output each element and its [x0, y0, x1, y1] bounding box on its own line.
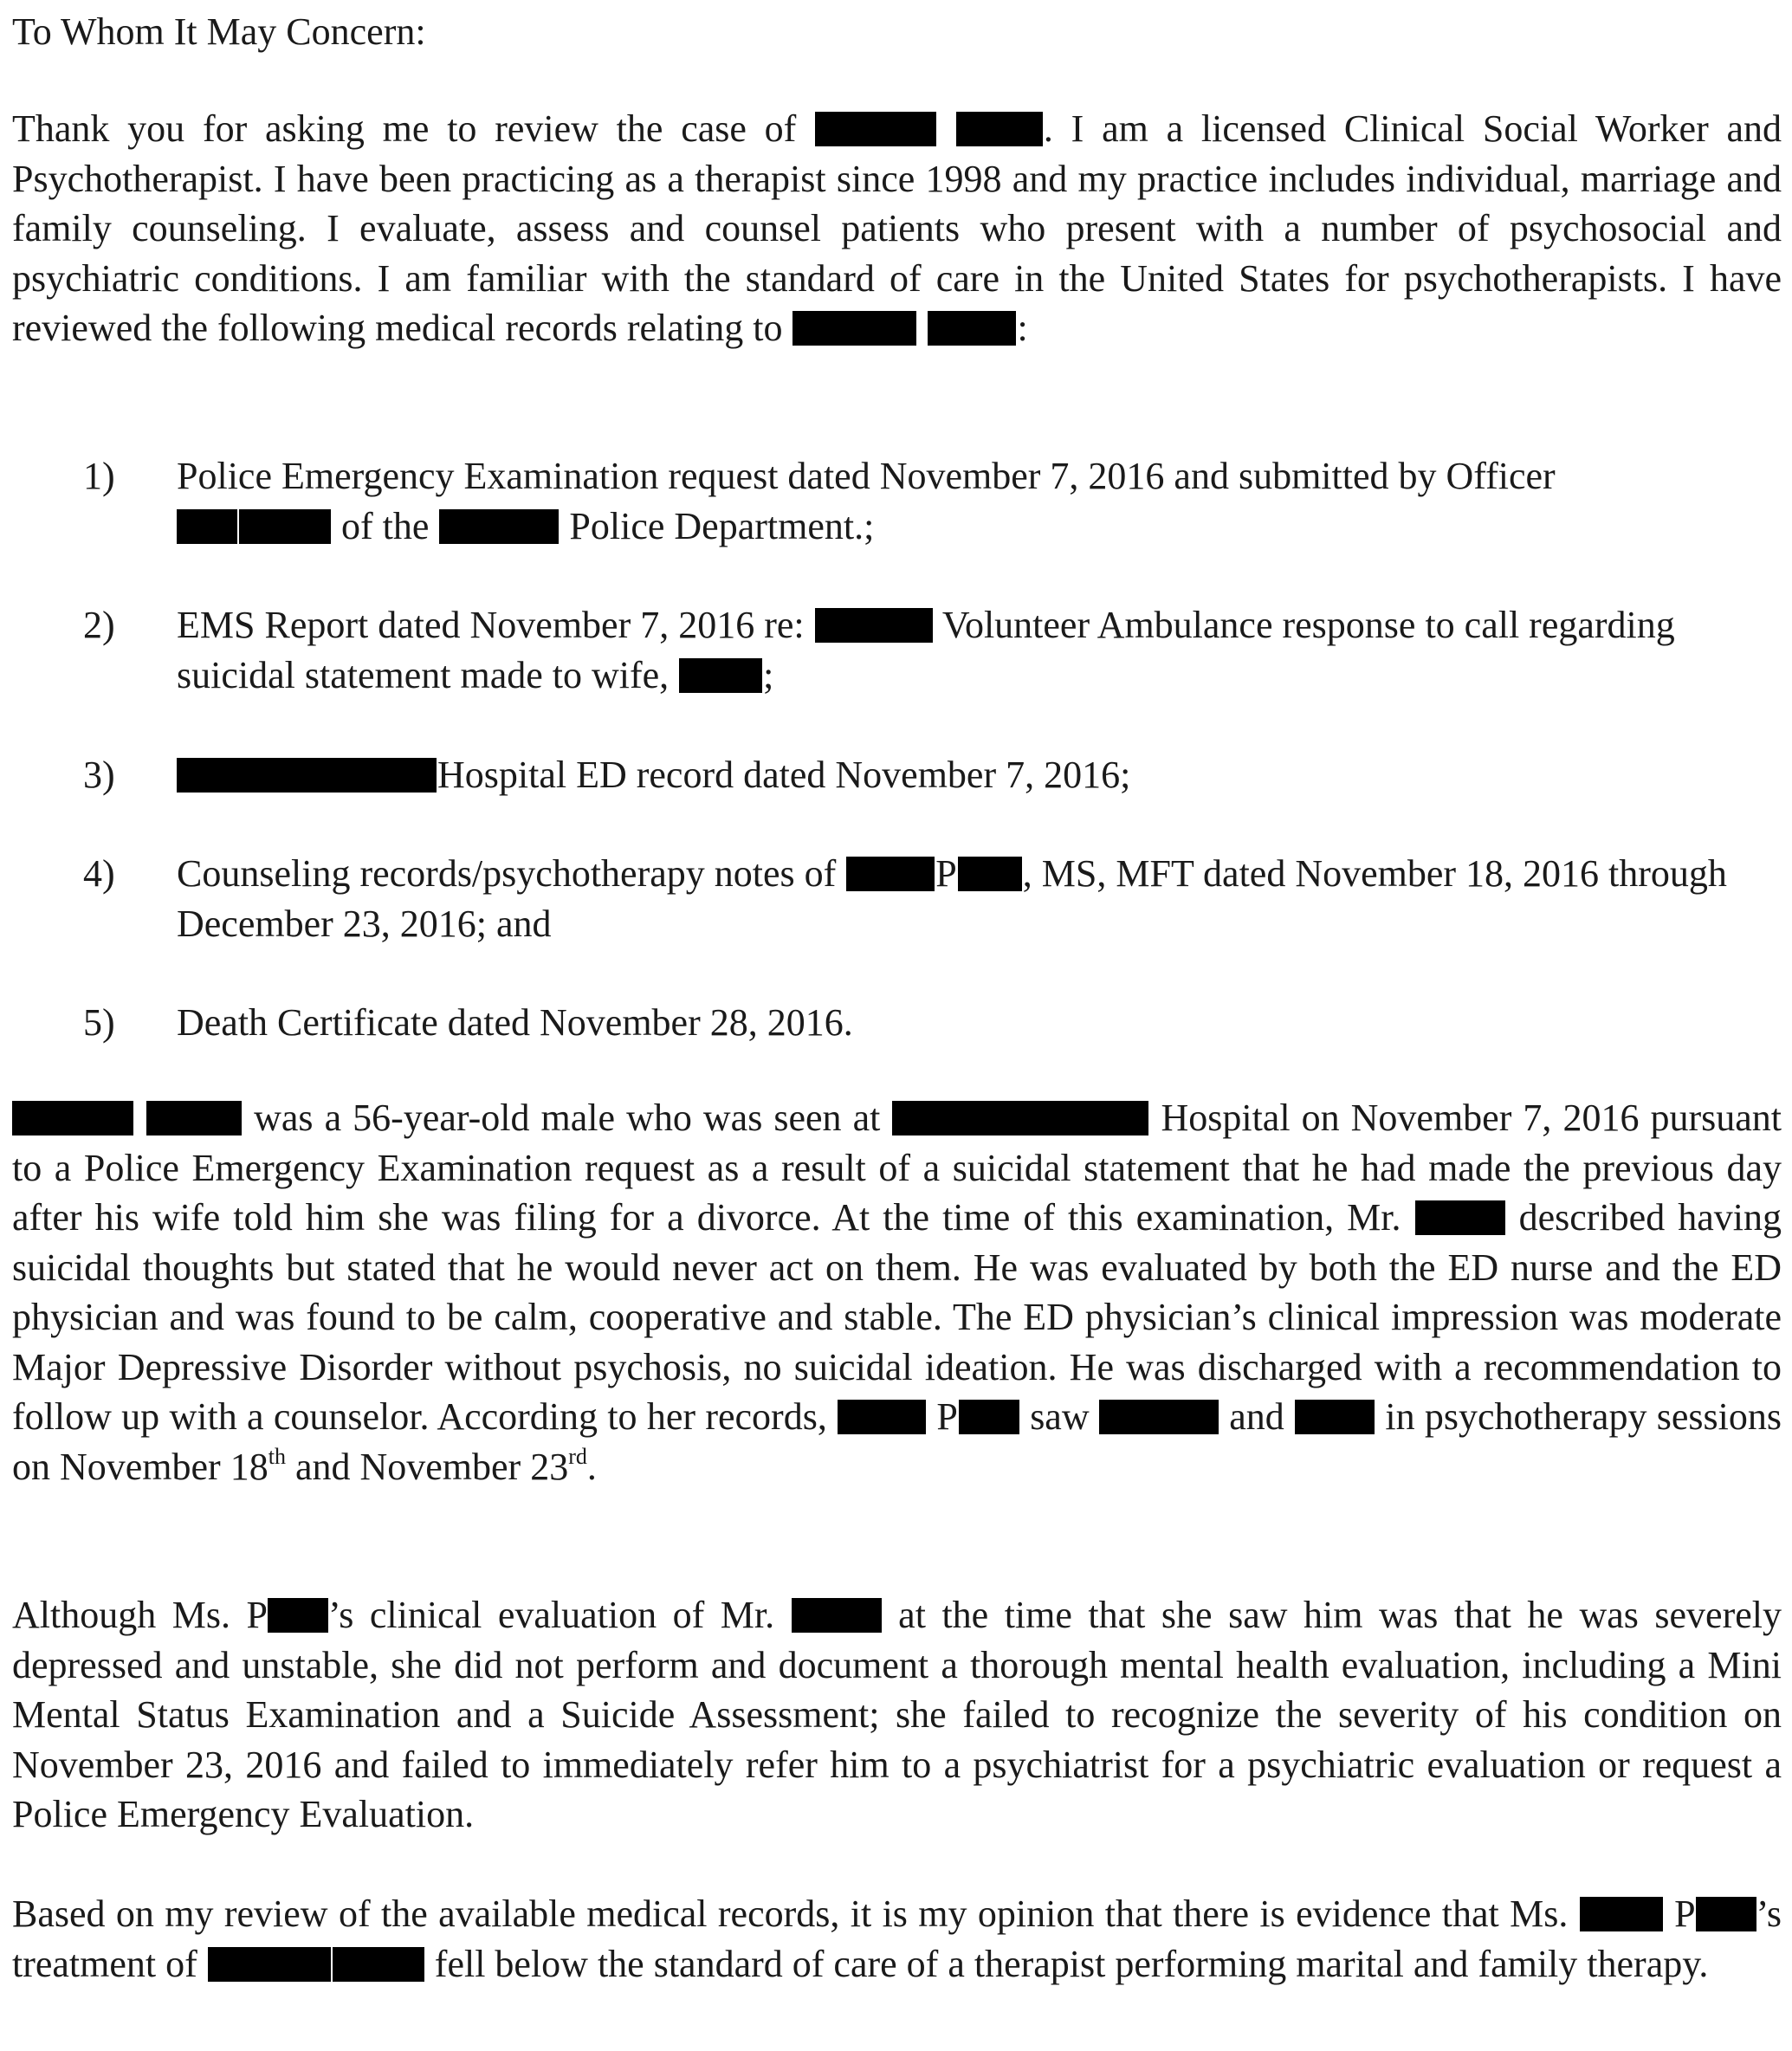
redaction-bar [959, 1400, 1019, 1434]
list-text: Counseling records/psychotherapy notes of [177, 852, 837, 895]
list-text: Volunteer Ambulance response to call regarding suicidal statement made to wife, [177, 604, 1675, 696]
paragraph-text: saw [1030, 1395, 1090, 1438]
intro-text-2: . I am a licensed Clinical Social Worker and Psychotherapist. I have been practicing as a therapist since 1998 and my practice includes individual, marriage and family counseling. I evaluate, assess and counsel patients who present with a number of psychosocial and psychiatric conditions. I am familiar with the standard of care in the United States for psychotherapists. I have reviewed the following medical records relating to [12, 107, 1782, 349]
list-item [83, 600, 1771, 700]
paragraph-text: described having suicidal thoughts but stated that he would never act on them. He was evaluated by both the ED nurse and the ED physician and was found to be calm, cooperative and stable. The ED physician’s clinical impression was moderate Major Depressive Disorder without psychosis, no suicidal ideation. He was discharged with a recommendation to follow up with a counselor. According to her records, [12, 1196, 1782, 1438]
redaction-bar [815, 608, 933, 643]
redaction-bar [239, 509, 331, 544]
redaction-bar [268, 1598, 328, 1633]
list-item [83, 849, 1771, 948]
redaction-bar [892, 1101, 1148, 1135]
list-number: 5) [83, 1001, 115, 1044]
redaction-bar [177, 509, 237, 544]
list-number: 4) [83, 852, 115, 895]
paragraph-text: in psychotherapy sessions on November 18 [12, 1395, 1782, 1488]
paragraph-text: . [586, 1445, 597, 1488]
redaction-bar [792, 311, 916, 346]
list-text: Death Certificate dated November 28, 2016. [177, 1001, 853, 1044]
redaction-bar [12, 1101, 133, 1135]
evaluation-paragraph [12, 1590, 1782, 1840]
list-text: P [935, 852, 957, 895]
redaction-bar [956, 112, 1043, 146]
list-item [83, 451, 1771, 551]
list-text: Hospital ED record dated November 7, 2016; [437, 754, 1131, 796]
redaction-bar [333, 1947, 424, 1982]
redaction-bar [439, 509, 559, 544]
redaction-bar [1696, 1897, 1756, 1931]
paragraph-text: ’s clinical evaluation of Mr. [327, 1594, 775, 1636]
redaction-bar [958, 857, 1022, 891]
list-number: 2) [83, 604, 115, 646]
paragraph-text: ’s treatment of [12, 1892, 1782, 1985]
paragraph-text: at the time that she saw him was that he was severely depressed and unstable, she did not perform and document a thorough mental health evaluation, including a Mini Mental Status Examination and a Suicide Assessment; she failed to recognize the severity of his condition on November 23, 2016 and failed to immediately refer him to a psychiatrist for a psychiatric evaluation or request a Police Emergency Evaluation. [12, 1594, 1782, 1835]
paragraph-text: was a 56-year-old male who was seen at [254, 1097, 881, 1139]
list-number: 1) [83, 455, 115, 497]
paragraph-text: and November 23 [294, 1445, 569, 1488]
paragraph-text: Based on my review of the available medical records, it is my opinion that there is evidence that Ms. [12, 1892, 1569, 1935]
list-item [83, 998, 1771, 1048]
redaction-bar [146, 1101, 242, 1135]
paragraph-text: and [1229, 1395, 1284, 1438]
salutation: To Whom It May Concern: [12, 10, 426, 53]
intro-text-3: : [1017, 307, 1028, 349]
redaction-bar [815, 112, 936, 146]
redaction-bar [846, 857, 935, 891]
redaction-bar [1099, 1400, 1219, 1434]
list-number: 3) [83, 754, 115, 796]
redaction-bar [1415, 1200, 1505, 1235]
list-text: Police Department.; [569, 504, 875, 547]
paragraph-text: P [1674, 1892, 1696, 1935]
redaction-bar [679, 658, 762, 693]
redaction-bar [177, 758, 437, 793]
list-text: , MS, MFT dated November 18, 2016 through December 23, 2016; and [177, 852, 1727, 945]
redaction-bar [208, 1947, 331, 1982]
list-item [83, 750, 1771, 800]
redaction-bar [1580, 1897, 1663, 1931]
redaction-bar [792, 1598, 882, 1633]
list-text: EMS Report dated November 7, 2016 re: [177, 604, 805, 646]
redaction-bar [1295, 1400, 1375, 1434]
list-text: Police Emergency Examination request dated November 7, 2016 and submitted by Officer [177, 455, 1556, 497]
redaction-bar [838, 1400, 926, 1434]
intro-text-1: Thank you for asking me to review the case of [12, 107, 797, 150]
paragraph-text: Hospital on November 7, 2016 pursuant to a Police Emergency Examination request as a result of a suicidal statement that he had made the previous day after his wife told him she was filing for a divorce. At the time of this examination, Mr. [12, 1097, 1782, 1239]
case-summary-paragraph [12, 1093, 1782, 1491]
superscript: th [268, 1443, 286, 1469]
paragraph-text: fell below the standard of care of a therapist performing marital and family therapy. [434, 1942, 1709, 1985]
list-text: ; [763, 653, 774, 696]
paragraph-text: Although Ms. P [12, 1594, 268, 1636]
list-text: of the [341, 504, 430, 547]
opinion-paragraph [12, 1889, 1782, 1989]
redaction-bar [928, 311, 1016, 346]
intro-paragraph [12, 104, 1782, 353]
paragraph-text: P [936, 1395, 958, 1438]
superscript: rd [568, 1443, 587, 1469]
